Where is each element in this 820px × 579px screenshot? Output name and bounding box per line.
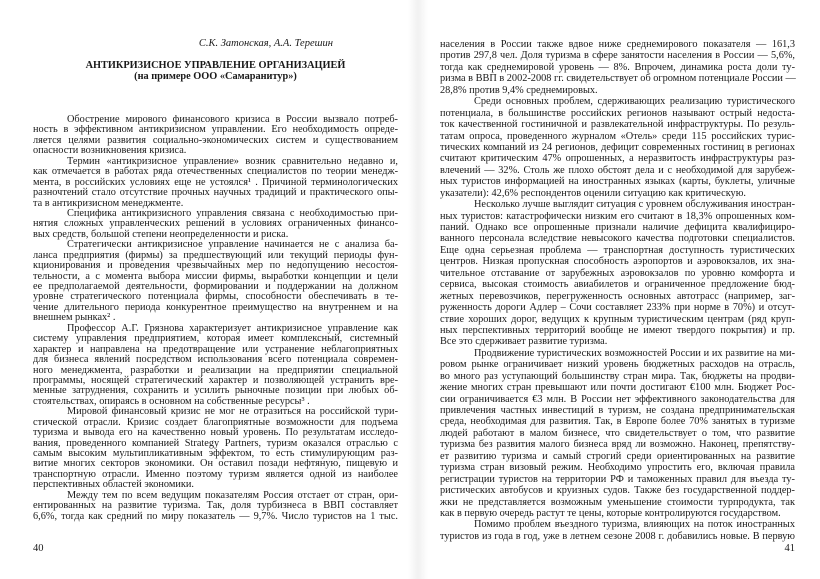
text-line: центров. Низкая пропускная способность аэропортов и аэровокзалов, их зна- <box>440 256 795 268</box>
text-line: транспортную отрасли. Именно поэтому туризм является одной из наиболее <box>33 468 398 480</box>
left-page-body <box>33 115 398 522</box>
text-line: для бизнеса явлений посредством использования всего потенциала современ- <box>33 354 398 366</box>
text-line: влечений — 32%. Столь же плохо обстоят дела и с необходимой для зарубеж- <box>440 164 795 176</box>
text-line: вых средств, большой степени неопределенности и риска. <box>33 228 289 240</box>
text-line: менные затруднения, сохранить и усилить рыночные позиции при любых об- <box>33 385 398 397</box>
text-line: Обострение мирового финансового кризиса в России вызвало потреб- <box>67 114 398 125</box>
text-line: ных перспективных территорий вообще не имеют твердого покрытия) и пр. <box>440 324 795 336</box>
left-page <box>33 0 398 579</box>
page-number: 41 <box>784 543 795 554</box>
text-line: ных туристов: катастрофически низким его считают в 18,3% опрошенных ком- <box>440 210 795 222</box>
text-line: туристов из года в год, уже в летнем сезоне 2008 г. добавились новые. В первую <box>440 530 795 542</box>
text-line: самым высоким мультипликативным эффектом, то есть стимулирующим раз- <box>33 448 398 459</box>
text-line: туризма без развития малого бизнеса вряд ли возможно. Наконец, препятству- <box>440 439 795 451</box>
text-line: Специфика антикризисного управления связана с необходимостью при- <box>67 207 398 219</box>
text-line: населения в России также вдвое ниже среднемирового показателя — 161,3 <box>440 39 795 50</box>
text-line: регистрации туристов на территории РФ и таможенных правил для въезда ту- <box>440 473 795 485</box>
text-line: считают критическим 47% опрошенных, а неразвитость инфраструктуры раз- <box>440 153 795 165</box>
text-line: витие многих секторов экономики. Он оставил позади нефтяную, пищевую и <box>33 458 398 470</box>
text-line: ризма в ВВП в 2002-2008 гг. свидетельствует об огромном потенциале России — <box>440 73 796 85</box>
text-line: жетных перевозчиков, перегруженность основных автотрасс (например, заг- <box>440 290 795 302</box>
paragraph <box>33 115 398 157</box>
text-line: Продвижение туристических возможностей России и их развитие на ми- <box>474 347 795 359</box>
text-line: против 297,8 чел. Доля туризма в сфере занятости населения в России — 5,6%, <box>440 50 795 62</box>
text-line: как отмечается в работах ряда отечественных специалистов по теории менедж- <box>33 166 398 178</box>
paragraph <box>440 39 795 96</box>
text-line: ристических автобусов и круизных судов. Также без государственной поддер- <box>440 485 795 497</box>
text-line: уровне стратегического потенциала фирмы, способности обеспечивать в те- <box>33 291 398 303</box>
text-line: во много раз уступающий большинству стран мира. Так, бюджеты на продви- <box>440 370 795 382</box>
text-line: Мировой финансовый кризис не мог не отразиться на российской тури- <box>67 406 398 418</box>
text-line: 28,8% против 9,4% среднемировых. <box>440 84 598 96</box>
text-line: ланса предприятия (фирмы) за предшествующий или текущий периоды фун- <box>33 249 398 261</box>
text-line: привлечения частных инвестиций в туризм, не создана предпринимательская <box>440 405 795 416</box>
text-line: указатели): 42,6% респондентов оценили ситуацию как критическую. <box>440 187 746 199</box>
text-line: потенциала, в большинстве российских регионов называют острый недоста- <box>440 107 795 119</box>
text-line: ентированных на развитие туризма. Так, доля турбизнеса в ВВП составляет <box>33 500 398 512</box>
text-line: туризма стран визовый режим. Необходимо упростить его, включая правила <box>440 462 795 474</box>
text-line: жение многих стран превышают или почти достигают €100 млн. Бюджет Рос- <box>440 382 795 394</box>
text-line: Между тем по всем ведущим показателям Россия отстает от стран, ори- <box>67 489 398 501</box>
text-line: характер и направлена на предотвращение или устранение неблагоприятных <box>33 343 398 355</box>
text-line: стической отрасли. Кризис создает благоприятные возможности для подъема <box>33 416 398 428</box>
text-line: та в антикризисном менеджменте. <box>33 197 184 209</box>
text-line: чение длительного периода конкурентное преимущество на внутреннем и на <box>33 301 398 313</box>
text-line: ванного персонала вследствие невысокого качества подготовки специалистов. <box>440 233 795 245</box>
text-line: внешнем рынках² . <box>33 312 116 324</box>
paragraph <box>33 324 398 408</box>
paragraph <box>33 209 398 240</box>
text-line: ляется целями развития социально-экономических систем и существованием <box>33 134 398 146</box>
text-line: Профессор А.Г. Грязнова характеризует антикризисное управление как <box>67 322 398 334</box>
paragraph <box>440 199 795 348</box>
text-line: сии ограничивается €3 млн. В России нет эффективного законодательства для <box>440 393 795 405</box>
paragraph <box>33 157 398 209</box>
text-line: Стратегически антикризисное управление начинается не с анализа ба- <box>67 239 398 251</box>
text-line: мента, в российских условиях еще не устоялся¹ . Причиной терминологических <box>33 176 398 188</box>
text-line: руженность дороги Адлер – Сочи составляет 233% при норме в 70%) и отсут- <box>440 302 795 314</box>
text-line: паний. Однако все опрошенные признали наличие дефицита квалифициро- <box>440 222 795 233</box>
page-gutter <box>408 0 428 579</box>
text-line: жки не представляется возможным уменьшение стоимости турпродукта, так <box>440 496 795 508</box>
text-line: Помимо проблем въездного туризма, влияющих на поток иностранных <box>474 519 795 531</box>
text-line: нятия сложных управленческих решений в условиях ограниченных финансо- <box>33 218 398 230</box>
text-line: Все это сдерживает развитие туризма. <box>440 336 608 348</box>
text-line: 6,6%, тогда как средний по миру показатель — 9,7%. Число туристов на 1 тыс. <box>33 510 398 522</box>
text-line: сервиса, высокая стоимость авиабилетов и ограниченное предложение бюд- <box>440 279 795 291</box>
running-head-authors: С.К. Затонская, А.А. Терешин <box>198 38 333 49</box>
text-line: Среди основных проблем, сдерживающих реализацию туристического <box>474 96 795 108</box>
text-line: Еще одна серьезная проблема — транспортная доступность туристических <box>440 244 795 256</box>
text-line: стоятельствах, опираясь в основном на собственные ресурсы³ . <box>33 395 310 407</box>
text-line: как в первую очередь растут те цены, которые контролируются государством. <box>440 507 781 519</box>
paragraph <box>440 519 795 542</box>
text-line: Термин «антикризисное управление» возник сравнительно недавно и, <box>67 155 398 167</box>
right-page <box>440 0 795 579</box>
text-line: систему управления предприятием, которая имеет комплексный, системный <box>33 333 398 345</box>
text-line: людей работают в малом бизнесе, что свидетельствует о том, что развитие <box>440 427 795 439</box>
paragraph <box>33 491 398 522</box>
text-line: ного менеджмента, разработки и реализации на предприятии специальной <box>33 364 398 376</box>
article-title <box>33 60 398 82</box>
text-line: ток качественной гостиничной и развлекательной инфраструктуры. По резуль- <box>440 119 795 131</box>
text-line: ровом рынке ограничивает низкий уровень бюджетных расходов на отрасль, <box>440 359 795 371</box>
text-line: тических компаний из 24 регионов, дефицит современных гостиниц в регионах <box>440 141 795 153</box>
paragraph <box>33 240 398 324</box>
page-number: 40 <box>33 543 44 554</box>
text-line: разночтений стало отсутствие прочных научных традиций и практического опы- <box>33 187 398 199</box>
text-line: ных туристов информацией на иностранных языках (карты, буклеты, уличные <box>440 176 795 188</box>
text-line: ее предполагаемой деятельности, формировании и поддержании на должном <box>33 281 398 292</box>
text-line: опасности возникновения кризиса. <box>33 145 187 157</box>
text-line: вания, проведенного компанией Strategy Partners, туризм оказался отраслью с <box>33 437 398 449</box>
text-line: тогда как среднемировой уровень — 8%. Впрочем, динамика роста доли ту- <box>440 61 795 73</box>
text-line: ет развитию туризма и самый строгий среди ориентированных на развитие <box>440 450 795 462</box>
paragraph <box>440 348 795 520</box>
paragraph <box>33 407 398 491</box>
article-title-main: АНТИКРИЗИСНОЕ УПРАВЛЕНИЕ ОРГАНИЗАЦИЕЙ <box>85 60 346 71</box>
text-line: татам опроса, проведенного журналом «Отель» среди 115 российских турис- <box>440 130 795 142</box>
text-line: Несколько лучше выглядит ситуация с уровнем обслуживания иностран- <box>474 199 795 211</box>
text-line: среда, необходимая для развития. Так, в Европе более 70% занятых в туризме <box>440 416 795 428</box>
text-line: перспективных областей экономики. <box>33 479 194 491</box>
right-page-body <box>440 39 795 542</box>
text-line: чительное отставание от зарубежных аэровокзалов по уровню комфорта и <box>440 267 795 279</box>
text-line: ствие хороших дорог, ведущих к крупным туристическим центрам (ряд круп- <box>440 313 795 325</box>
text-line: туризма и вывода его на качественно новый уровень. По результатам исследо- <box>33 427 398 439</box>
text-line: ность в эффективном антикризисном управлении. Его необходимость опреде- <box>33 124 398 136</box>
text-line: тельности, а с момента выбора миссии фирмы, выработки концепции и цели <box>33 270 398 282</box>
article-subtitle: (на примере ООО «Самаранитур») <box>134 71 297 82</box>
text-line: программы, носящей стратегический характер и позволяющей устранить вре- <box>33 374 398 386</box>
text-line: кционирования и проведения чрезвычайных мер по недопущению несостоя- <box>33 260 398 272</box>
paragraph <box>440 96 795 199</box>
